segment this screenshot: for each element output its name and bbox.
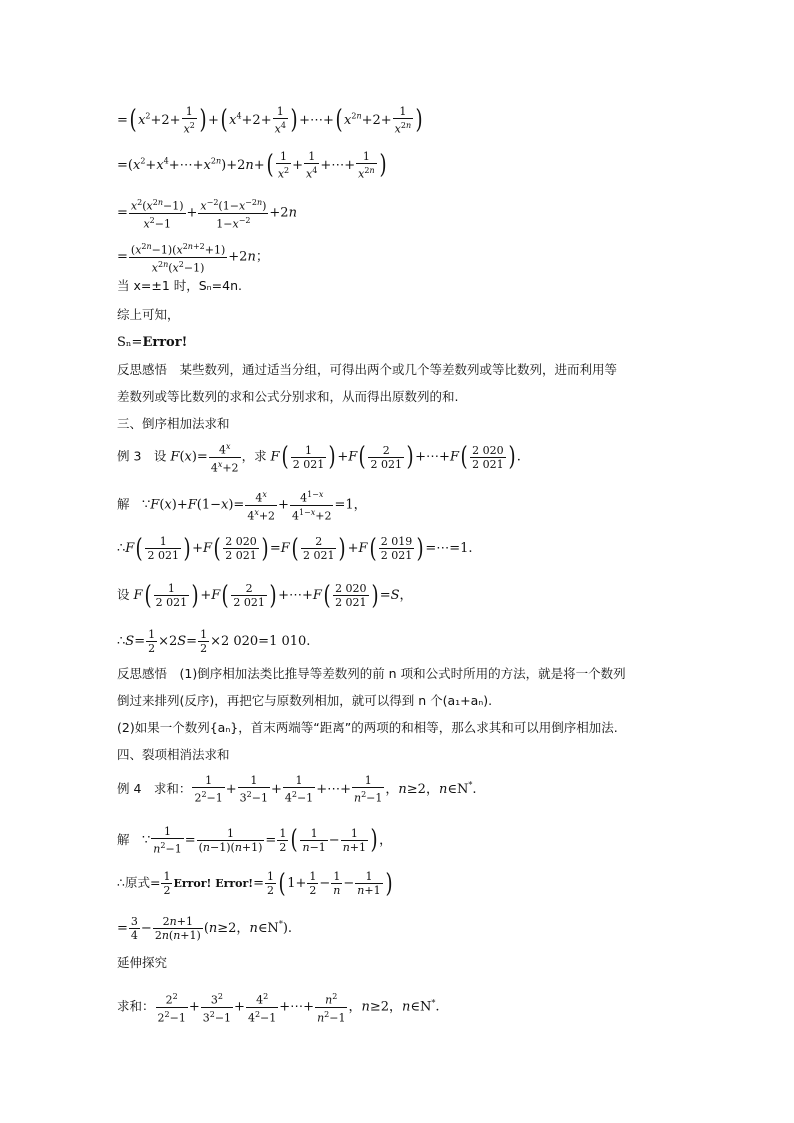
equation-line-2: $=(x^2+x^4+\cdots+x^{2n})+2n+$( $\frac{1}{x^2}$ + $\frac{1}{x^4}$ +⋯+ $\frac{1}{x^{2n}}$ ) [117, 150, 387, 181]
text-line-7 [117, 334, 187, 352]
reflection-1-line-b: 差数列或等比数列的求和公式分别求和，从而得出原数列的和. [117, 389, 459, 404]
text-line-6: 综上可知， [117, 307, 180, 322]
solution-4-expression: = $\frac{1}{2}$ ( 1+ $\frac{1}{2}$ − $\frac{1}{n}$ − $\frac{1}{n+1}$ ) [253, 868, 393, 899]
example-3: 例 3 设 F(x)= $\frac{4^x}{4^x+2}$ ，求 F( $\frac{1}{2 021}$ ) +F( $\frac{2}{2 021}$ ) +⋯+F( $\frac{2 020}{2 021}$ ) . [117, 442, 521, 475]
solution-4-line-a: 解 ∵ $\frac{1}{n^2-1}$ = $\frac{1}{(n-1)(n+1)}$ = $\frac{1}{2}$ ( $\frac{1}{n-1}$ − $\frac{1}{n+1}$ ) ， [117, 825, 393, 856]
extension-question: 求和： $\frac{2^2}{2^2-1}$ + $\frac{3^2}{3^2-1}$ + $\frac{4^2}{4^2-1}$ +⋯+ $\frac{n^2}{n^2-1}$ ，n≥2，n∈N*. [117, 992, 440, 1025]
solution-3-line-d: ∴S= $\frac{1}{2}$ ×2S= $\frac{1}{2}$ ×2 020=1 010. [117, 628, 311, 655]
solution-3-line-b: ∴F( $\frac{1}{2 021}$ ) +F( $\frac{2 020}{2 021}$ ) =F( $\frac{2}{2 021}$ ) +F( $\frac{2 019}{2 021}$ ) =⋯=1. [117, 533, 473, 564]
solution-4-prefix: ∴原式= [117, 875, 161, 890]
equation-line-1: =( $x^2+2+$ $\frac{1}{x^2}$ ) +( $x^4+2+$ $\frac{1}{x^4}$ ) +⋯+( $x^{2n}+2+$ $\frac{1}{x^{2n}}$ ) [117, 105, 423, 136]
error-text: Error! [142, 335, 188, 350]
text-line-5: 当 x=±1 时，Sₙ=4n. [117, 278, 242, 293]
example-4: 例 4 求和： $\frac{1}{2^2-1}$ + $\frac{1}{3^2-1}$ + $\frac{1}{4^2-1}$ +⋯+ $\frac{1}{n^2-1}$ ，n≥2，n∈N*. [117, 774, 477, 805]
extension-heading: 延伸探究 [117, 955, 168, 970]
reflection-2-line-c: (2)如果一个数列{aₙ}，首末两端等“距离”的两项的和相等，那么求其和可以用倒序相加法. [117, 720, 618, 735]
reflection-2-line-a: 反思感悟 (1)倒序相加法类比推导等差数列的前 n 项和公式时所用的方法，就是将一个数列 [117, 666, 626, 681]
solution-3-line-a: 解 ∵F(x)+F(1−x)= $\frac{4^x}{4^x+2}$ + $\frac{4^{1-x}}{4^{1-x}+2}$ =1， [117, 490, 367, 523]
solution-4-line-b: ∴原式= $\frac{1}{2}$ Error! Error!= $\frac{1}{2}$ ( 1+ $\frac{1}{2}$ − $\frac{1}{n}$ − $\frac{1}{n+1}$ ) [117, 868, 393, 899]
section-heading-4: 四、裂项相消法求和 [117, 747, 230, 762]
error-text-double: Error! Error! [173, 877, 254, 890]
reflection-1-line-a: 反思感悟 某些数列，通过适当分组，可得出两个或几个等差数列或等比数列，进而利用等 [117, 362, 618, 377]
sn-label: Sₙ= [117, 335, 143, 350]
section-heading-3: 三、倒序相加法求和 [117, 416, 230, 431]
equation-line-4: = $\frac{(x^{2n}-1)(x^{2n+2}+1)}{x^{2n}(x^2-1)}$ +2n； [117, 242, 269, 275]
equation-line-3: = $\frac{x^2(x^{2n}-1)}{x^2-1}$ + $\frac{x^{-2}(1-x^{-2n})}{1-x^{-2}}$ +2n [117, 198, 297, 231]
reflection-2-line-b: 倒过来排列(反序)，再把它与原数列相加，就可以得到 n 个(a₁+aₙ). [117, 693, 493, 708]
solution-3-line-c: 设 F( $\frac{1}{2 021}$ ) +F( $\frac{2}{2 021}$ ) +⋯+F( $\frac{2 020}{2 021}$ ) =S， [117, 580, 413, 611]
solution-4-line-c: = $\frac{3}{4}$ − $\frac{2n+1}{2n(n+1)}$ (n≥2，n∈N*). [117, 915, 293, 942]
